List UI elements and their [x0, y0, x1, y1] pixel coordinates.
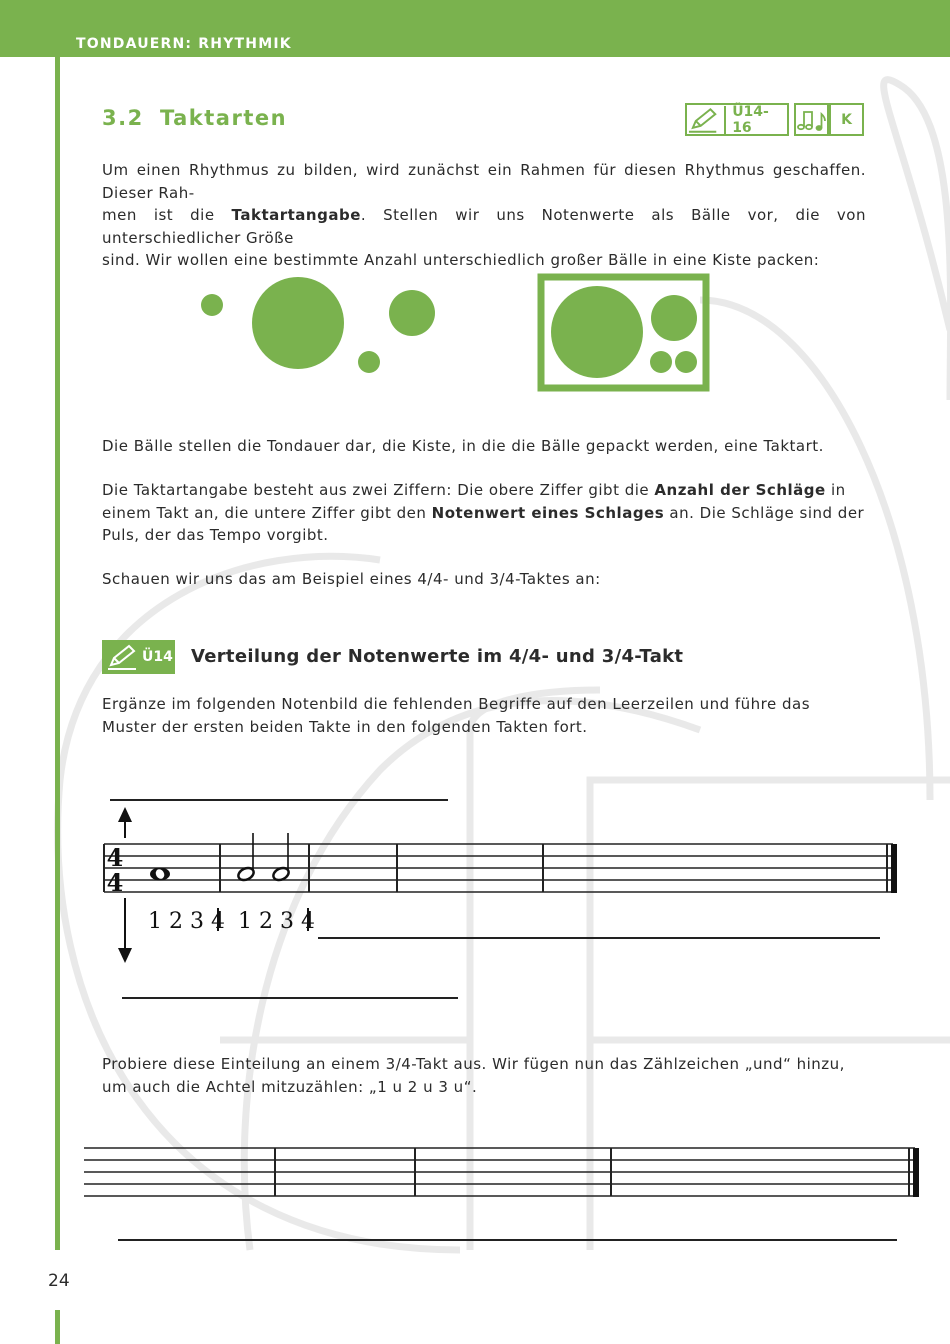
- page-number: 24: [48, 1271, 70, 1291]
- term-notenwert-schlag: Notenwert eines Schlages: [431, 503, 665, 522]
- time-signature-top: 4: [106, 843, 124, 872]
- half-note: [236, 833, 255, 882]
- exercise-title: Verteilung der Notenwerte im 4/4- und 3/4-Takt: [191, 646, 684, 667]
- arrow-up: [118, 807, 132, 838]
- counting-measure-1: 1 2 3 4: [148, 909, 225, 934]
- staff-3-4: [75, 1140, 925, 1250]
- arrow-down: [118, 898, 132, 963]
- packed-ball-medium: [651, 295, 697, 341]
- ball-medium: [389, 290, 435, 336]
- final-barline: [913, 1148, 919, 1197]
- exercise-instruction: Ergänze im folgenden Notenbild die fehlenden Begriffe auf den Leerzeilen und führe das Muster der ersten beiden Takte in den folgenden Takten fort.: [102, 695, 811, 736]
- staff-lines: [104, 844, 893, 892]
- intro-paragraph: [102, 159, 866, 272]
- running-header: TONDAUERN: RHYTHMIK: [76, 36, 292, 52]
- intro-line-3: sind. Wir wollen eine bestimmte Anzahl unterschiedlich großer Bälle in eine Kiste packen:: [102, 251, 820, 269]
- k-badge-label: K: [841, 111, 852, 128]
- packed-ball-small: [650, 351, 672, 373]
- intro-line-2: men ist die Taktartangabe. Stellen wir uns Notenwerte als Bälle vor, die von unterschiedlicher Größe: [102, 206, 866, 247]
- final-barline: [891, 844, 897, 893]
- staff-lines: [84, 1148, 915, 1196]
- balls-illustration: [195, 268, 715, 398]
- ball-large: [252, 277, 344, 369]
- term-taktartangabe: Taktartangabe: [231, 206, 361, 224]
- balls-explanation: Die Bälle stellen die Tondauer dar, die Kiste, in die die Bälle gepackt werden, eine Taktart.: [102, 437, 824, 455]
- pencil-icon: [687, 106, 726, 134]
- example-intro: Schauen wir uns das am Beispiel eines 4/4- und 3/4-Taktes an:: [102, 570, 601, 588]
- ball-small: [358, 351, 380, 373]
- music-badge: [794, 103, 829, 136]
- k-badge: [829, 103, 864, 136]
- exercise-ref-badge: [685, 103, 789, 136]
- intro-line-1: Um einen Rhythmus zu bilden, wird zunächst ein Rahmen für diesen Rhythmus geschaffen. Dieser Rah-: [102, 161, 866, 202]
- exercise-number: Ü14: [142, 649, 173, 665]
- margin-line: [55, 57, 60, 1250]
- half-note: [271, 833, 290, 882]
- exercise-ref-label: Ü14-16: [732, 103, 769, 136]
- packed-ball-large: [551, 286, 643, 378]
- time-signature-bottom: 4: [106, 868, 124, 897]
- whole-note: [150, 868, 170, 881]
- margin-line-bottom: [55, 1310, 60, 1344]
- counting-measure-2: 1 2 3 4: [238, 909, 315, 934]
- pencil-icon: [106, 642, 140, 672]
- term-anzahl-schlaege: Anzahl der Schläge: [654, 481, 826, 499]
- section-title: Taktarten: [160, 106, 288, 130]
- time-signature-explanation: Die Taktartangabe besteht aus zwei Ziffern: Die obere Ziffer gibt die Anzahl der Schläge in einem Takt an, die untere Ziffer gibt den Notenwert eines Schlages an. Die Schläge sind der Puls, der das Tempo vorgibt.: [102, 481, 865, 544]
- music-notes-icon: [797, 108, 827, 132]
- section-number: 3.2: [102, 106, 144, 130]
- three-four-instruction: Probiere diese Einteilung an einem 3/4-Takt aus. Wir fügen nun das Zählzeichen „und“ hinzu, um auch die Achtel mitzuzählen: „1 u 2 u 3 u“.: [102, 1055, 845, 1096]
- section-heading: [102, 106, 287, 130]
- ball-small: [201, 294, 223, 316]
- packed-ball-small: [675, 351, 697, 373]
- staff-4-4: [95, 790, 905, 1005]
- exercise-badge: [102, 640, 175, 674]
